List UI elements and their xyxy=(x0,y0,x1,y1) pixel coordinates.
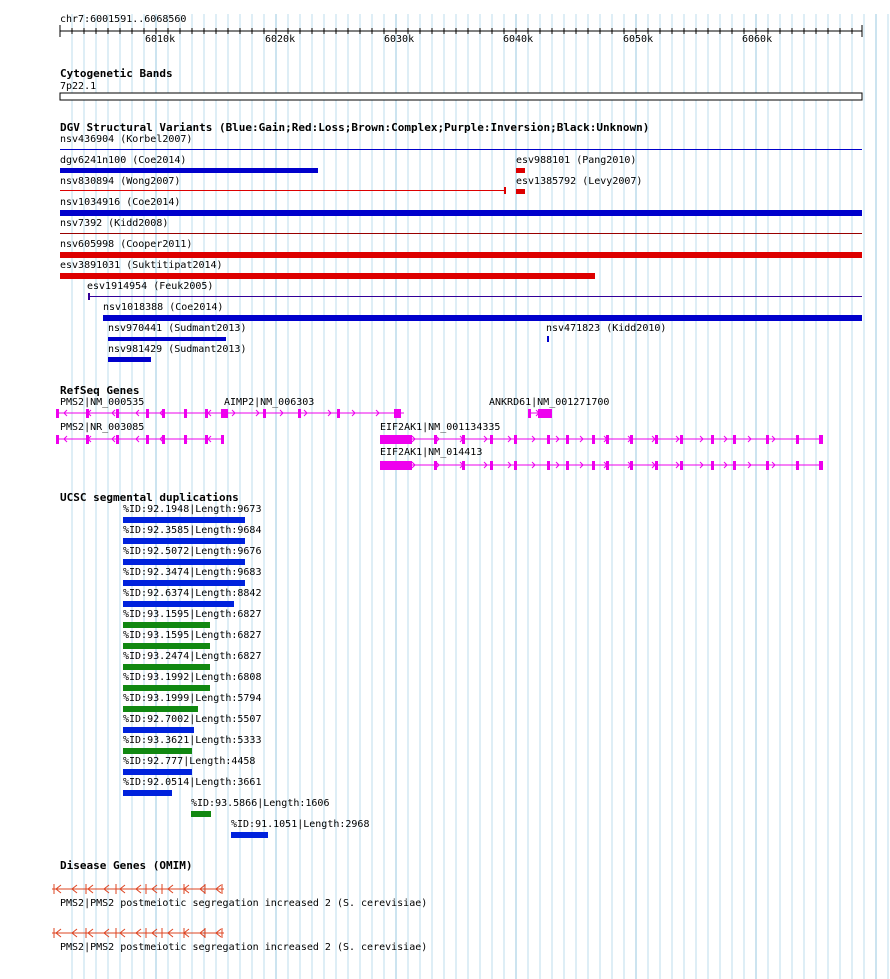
dgv-feature-bar xyxy=(108,357,151,362)
gene-exon xyxy=(514,461,517,470)
gene-exon xyxy=(205,435,208,444)
segdup-bar xyxy=(123,643,210,649)
dgv-feature-bar xyxy=(60,149,862,150)
dgv-feature-label[interactable]: esv1914954 (Feuk2005) xyxy=(87,281,214,292)
track-title-cytobands: Cytogenetic Bands xyxy=(60,67,173,80)
segdup-label[interactable]: %ID:92.777|Length:4458 xyxy=(123,756,256,767)
gene-exon xyxy=(146,435,149,444)
ruler-tick-label: 6060k xyxy=(742,34,773,45)
gene-label[interactable]: ANKRD61|NM_001271700 xyxy=(489,397,610,408)
gene-exon xyxy=(462,435,465,444)
segdup-bar xyxy=(123,622,210,628)
gene-exon xyxy=(655,435,658,444)
ruler-tick-label: 6040k xyxy=(503,34,534,45)
gene-exon xyxy=(592,461,595,470)
gene-exon xyxy=(86,409,89,418)
gene-exon xyxy=(462,461,465,470)
segdup-label[interactable]: %ID:93.1595|Length:6827 xyxy=(123,609,262,620)
track-title-refseq: RefSeq Genes xyxy=(60,384,140,397)
segdup-bar xyxy=(123,727,194,733)
segdup-bar xyxy=(123,748,192,754)
segdup-label[interactable]: %ID:93.3621|Length:5333 xyxy=(123,735,262,746)
gene-exon xyxy=(528,409,531,418)
segdup-label[interactable]: %ID:92.3474|Length:9683 xyxy=(123,567,262,578)
segdup-label[interactable]: %ID:91.1051|Length:2968 xyxy=(231,819,370,830)
gene-exon xyxy=(162,435,165,444)
dgv-feature-bar xyxy=(547,336,549,342)
dgv-feature-bar xyxy=(108,337,226,341)
ruler-tick-label: 6030k xyxy=(384,34,415,45)
gene-exon xyxy=(337,409,340,418)
gene-exon xyxy=(394,409,401,418)
gene-exon xyxy=(796,435,799,444)
segdup-label[interactable]: %ID:92.5072|Length:9676 xyxy=(123,546,262,557)
segdup-bar xyxy=(123,790,172,796)
dgv-feature-bar xyxy=(88,296,862,297)
gene-exon xyxy=(162,409,165,418)
dgv-feature-label[interactable]: dgv6241n100 (Coe2014) xyxy=(60,155,187,166)
gene-exon xyxy=(733,435,736,444)
dgv-feature-bar xyxy=(60,252,862,258)
gene-exon xyxy=(490,435,493,444)
gene-exon xyxy=(766,435,769,444)
segdup-bar xyxy=(123,685,210,691)
segdup-bar xyxy=(123,769,192,775)
gene-exon xyxy=(514,435,517,444)
gene-exon xyxy=(263,409,266,418)
segdup-label[interactable]: %ID:93.1999|Length:5794 xyxy=(123,693,262,704)
segdup-bar xyxy=(123,601,234,607)
dgv-feature-bar xyxy=(60,190,504,191)
dgv-feature-label[interactable]: nsv970441 (Sudmant2013) xyxy=(108,323,247,334)
gene-exon xyxy=(205,409,208,418)
dgv-feature-bar xyxy=(103,315,862,321)
gene-exon xyxy=(680,461,683,470)
dgv-feature-end xyxy=(504,187,506,194)
gene-exon xyxy=(819,461,823,470)
dgv-feature-bar xyxy=(516,189,525,194)
gene-exon xyxy=(606,435,609,444)
gene-exon xyxy=(116,409,119,418)
gene-exon xyxy=(680,435,683,444)
gene-exon xyxy=(711,435,714,444)
segdup-bar xyxy=(231,832,268,838)
gene-exon xyxy=(711,461,714,470)
gene-exon xyxy=(538,409,552,418)
omim-label[interactable]: PMS2|PMS2 postmeiotic segregation increased 2 (S. cerevisiae) xyxy=(60,898,428,909)
gene-exon xyxy=(592,435,595,444)
segdup-label[interactable]: %ID:92.7002|Length:5507 xyxy=(123,714,262,725)
segdup-label[interactable]: %ID:92.6374|Length:8842 xyxy=(123,588,262,599)
gene-exon xyxy=(221,435,224,444)
dgv-feature-label[interactable]: nsv1018388 (Coe2014) xyxy=(103,302,224,313)
dgv-feature-label[interactable]: nsv981429 (Sudmant2013) xyxy=(108,344,247,355)
cytoband-label[interactable]: 7p22.1 xyxy=(60,81,97,92)
segdup-bar xyxy=(123,664,210,670)
dgv-feature-label[interactable]: esv3891031 (Suktitipat2014) xyxy=(60,260,223,271)
track-title-dgv: DGV Structural Variants (Blue:Gain;Red:Loss;Brown:Complex;Purple:Inversion;Black:Unknown) xyxy=(60,121,650,134)
gene-exon xyxy=(547,461,550,470)
segdup-label[interactable]: %ID:92.3585|Length:9684 xyxy=(123,525,262,536)
gene-exon xyxy=(56,409,59,418)
dgv-feature-bar xyxy=(516,168,525,173)
dgv-feature-label[interactable]: esv988101 (Pang2010) xyxy=(516,155,637,166)
ruler-tick-label: 6050k xyxy=(623,34,654,45)
segdup-label[interactable]: %ID:93.5866|Length:1606 xyxy=(191,798,330,809)
gene-exon xyxy=(630,461,633,470)
gene-exon xyxy=(116,435,119,444)
dgv-feature-end xyxy=(88,293,90,300)
gene-exon xyxy=(380,435,412,444)
gene-exon xyxy=(221,409,224,418)
omim-label[interactable]: PMS2|PMS2 postmeiotic segregation increased 2 (S. cerevisiae) xyxy=(60,942,428,953)
dgv-feature-bar xyxy=(60,233,862,234)
dgv-feature-label[interactable]: nsv605998 (Cooper2011) xyxy=(60,239,193,250)
dgv-feature-bar xyxy=(60,273,595,279)
gene-exon xyxy=(566,435,569,444)
segdup-bar xyxy=(123,706,198,712)
gene-label[interactable]: PMS2|NM_000535 xyxy=(60,397,145,408)
segdup-label[interactable]: %ID:92.0514|Length:3661 xyxy=(123,777,262,788)
gene-exon xyxy=(796,461,799,470)
dgv-feature-bar xyxy=(60,210,862,216)
gene-exon xyxy=(86,435,89,444)
dgv-feature-label[interactable]: nsv436904 (Korbel2007) xyxy=(60,134,193,145)
dgv-feature-label[interactable]: nsv7392 (Kidd2008) xyxy=(60,218,169,229)
gene-exon xyxy=(434,461,437,470)
cytoband-bar xyxy=(60,93,862,100)
track-title-segdups: UCSC segmental duplications xyxy=(60,491,239,504)
gene-label[interactable]: EIF2AK1|NM_014413 xyxy=(380,447,483,458)
gene-exon xyxy=(184,435,187,444)
gene-exon xyxy=(490,461,493,470)
dgv-feature-label[interactable]: nsv830894 (Wong2007) xyxy=(60,176,181,187)
gene-exon xyxy=(606,461,609,470)
segdup-bar xyxy=(123,538,245,544)
segdup-label[interactable]: %ID:93.1595|Length:6827 xyxy=(123,630,262,641)
gene-exon xyxy=(56,435,59,444)
segdup-label[interactable]: %ID:93.1992|Length:6808 xyxy=(123,672,262,683)
gene-label[interactable]: AIMP2|NM_006303 xyxy=(224,397,315,408)
track-title-omim: Disease Genes (OMIM) xyxy=(60,859,193,872)
gene-exon xyxy=(434,435,437,444)
dgv-feature-label[interactable]: esv1385792 (Levy2007) xyxy=(516,176,643,187)
segdup-bar xyxy=(123,559,245,565)
gene-exon xyxy=(547,435,550,444)
gene-label[interactable]: PMS2|NR_003085 xyxy=(60,422,145,433)
segdup-label[interactable]: %ID:92.1948|Length:9673 xyxy=(123,504,262,515)
ruler-tick-label: 6010k xyxy=(145,34,176,45)
ruler-tick-label: 6020k xyxy=(265,34,296,45)
gene-exon xyxy=(766,461,769,470)
gene-exon xyxy=(819,435,823,444)
gene-exon xyxy=(655,461,658,470)
gene-exon xyxy=(224,409,228,418)
gene-exon xyxy=(298,409,301,418)
gene-exon xyxy=(184,409,187,418)
dgv-feature-label[interactable]: nsv1034916 (Coe2014) xyxy=(60,197,181,208)
gene-exon xyxy=(566,461,569,470)
gene-label[interactable]: EIF2AK1|NM_001134335 xyxy=(380,422,501,433)
gene-exon xyxy=(630,435,633,444)
dgv-feature-label[interactable]: nsv471823 (Kidd2010) xyxy=(546,323,667,334)
segdup-label[interactable]: %ID:93.2474|Length:6827 xyxy=(123,651,262,662)
gene-exon xyxy=(380,461,412,470)
segdup-bar xyxy=(123,517,245,523)
segdup-bar xyxy=(123,580,245,586)
segdup-bar xyxy=(191,811,211,817)
gene-exon xyxy=(733,461,736,470)
gene-exon xyxy=(146,409,149,418)
dgv-feature-bar xyxy=(60,168,318,173)
region-label: chr7:6001591..6068560 xyxy=(60,14,187,25)
